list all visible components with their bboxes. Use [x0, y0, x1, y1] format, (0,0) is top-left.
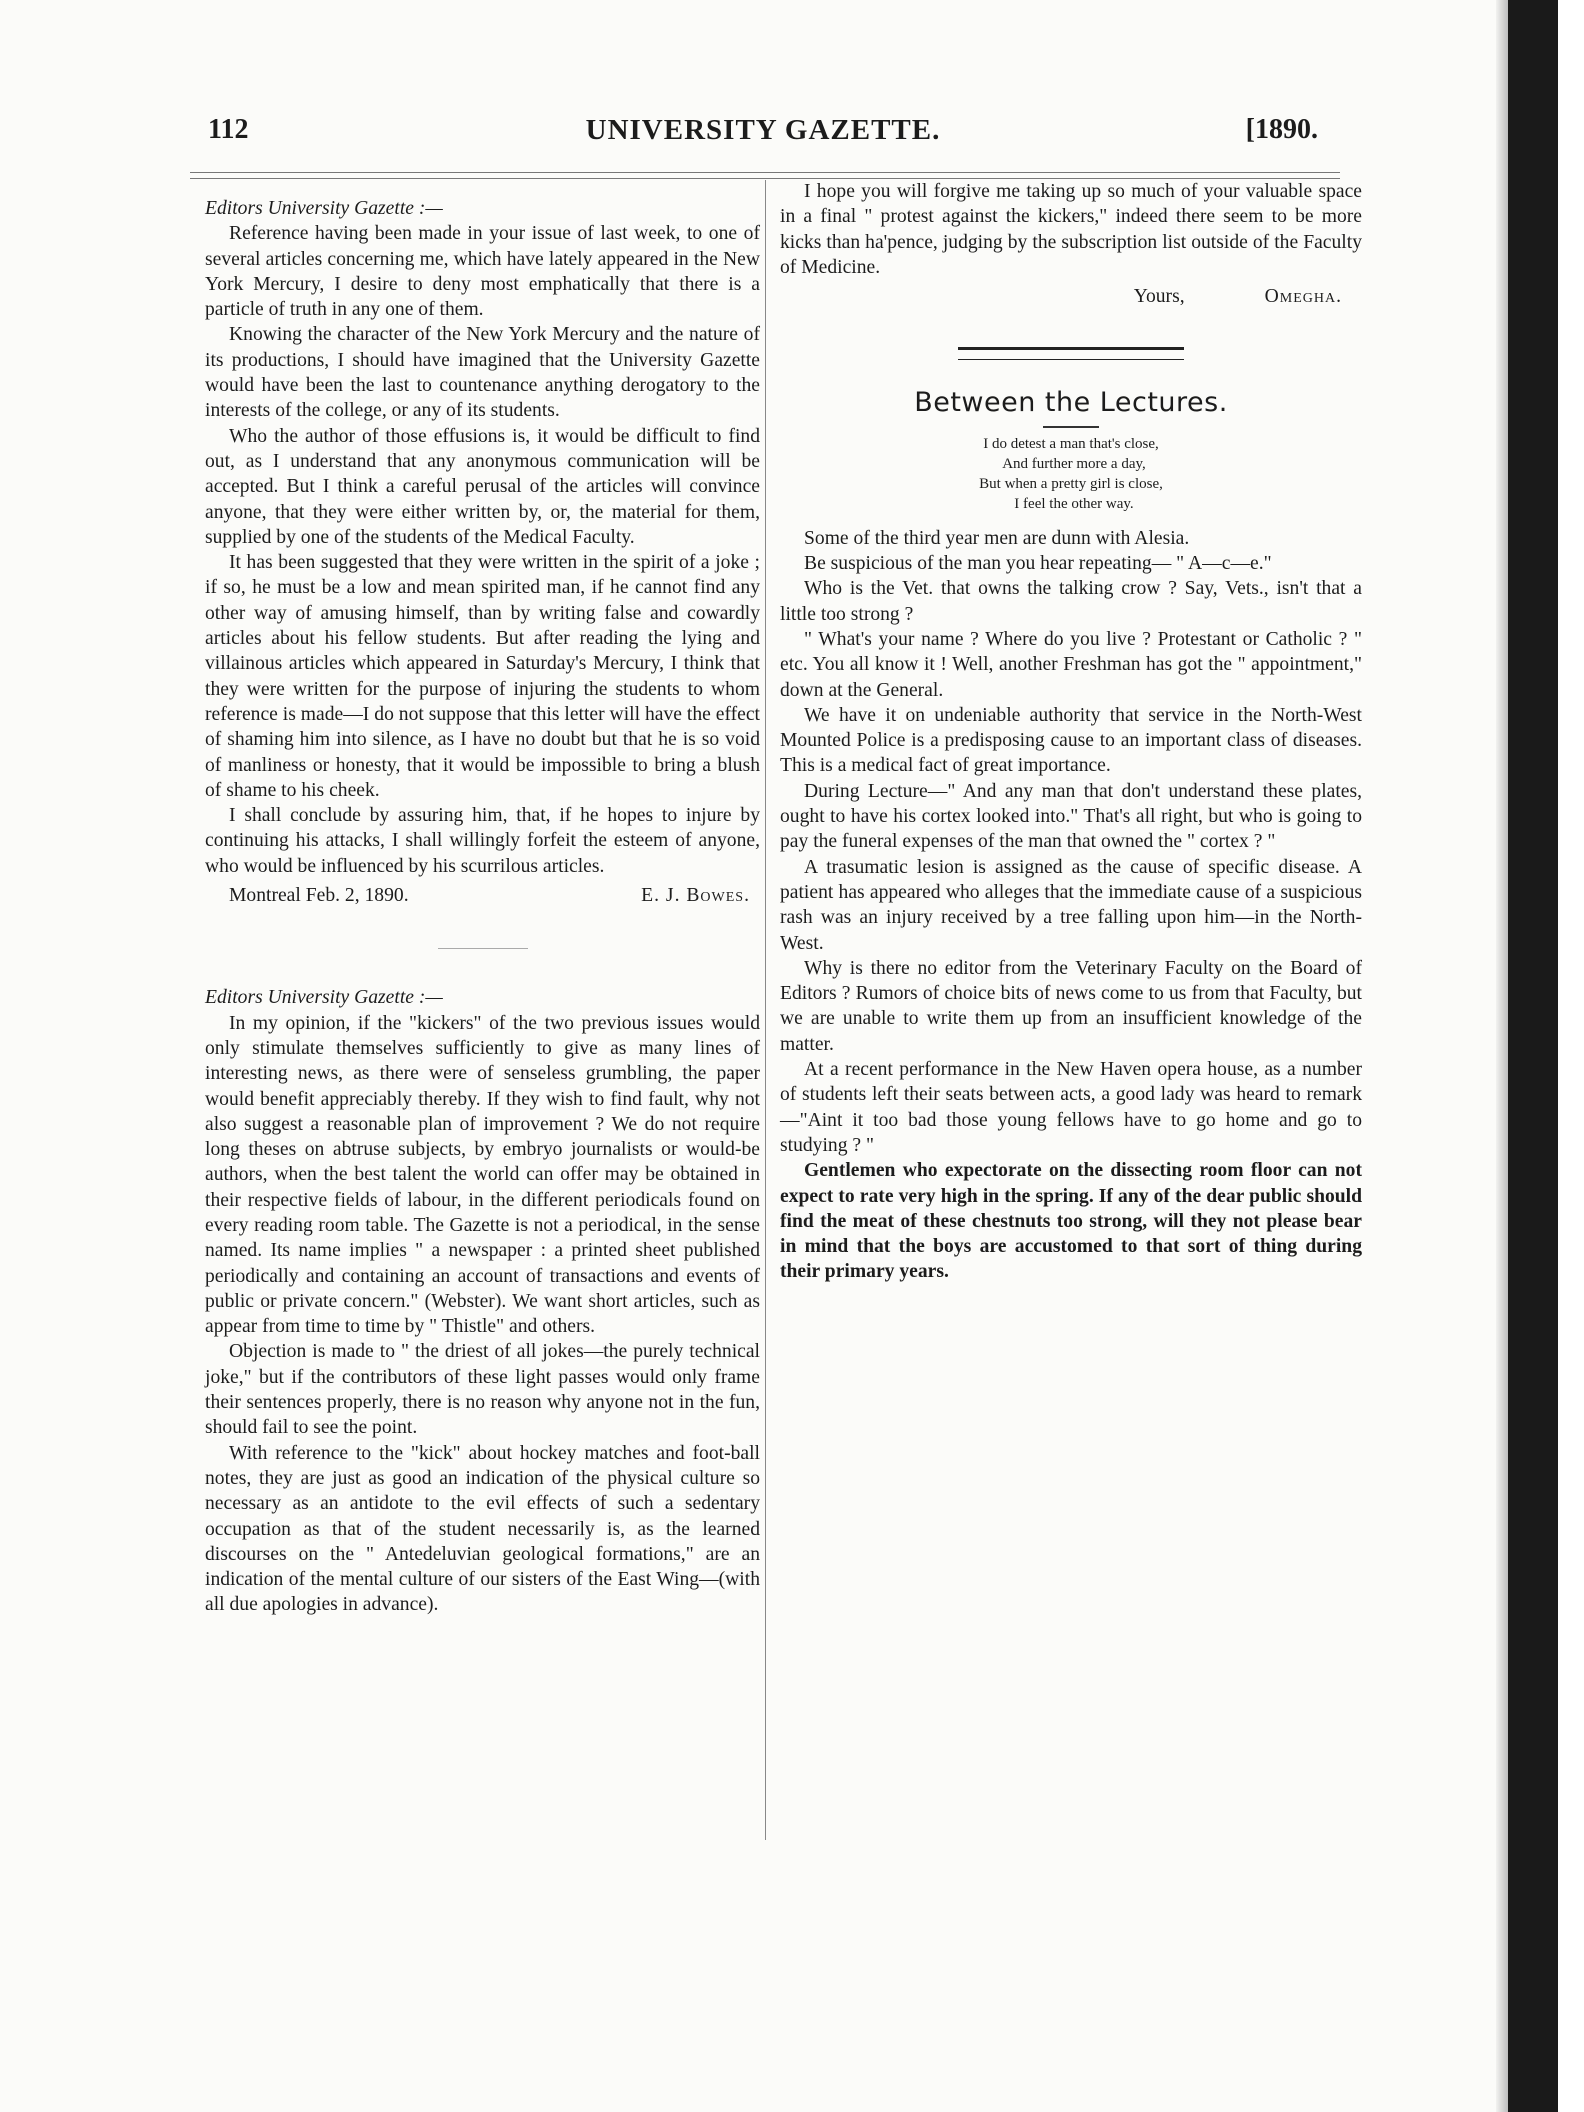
letter-paragraph: Objection is made to " the driest of all jokes—the purely technical joke," but if the contributors of these light passes would only frame their sentences properly, there is no reason why anyone not in the fun, should fail to see the point. [205, 1341, 760, 1439]
letter-separator [438, 948, 528, 949]
letter-bowes [205, 196, 760, 908]
verse-line: I feel the other way. [1014, 495, 1134, 512]
letter-salutation: Editors University Gazette :— [205, 987, 443, 1009]
letter-paragraph: Knowing the character of the New York Mercury and the nature of its productions, I should have imagined that the University Gazette would have been the last to countenance anything derogatory to the interests of the college, or any of its students. [205, 324, 760, 422]
news-item: Gentlemen who expectorate on the dissecting room floor can not expect to rate very high in the spring. If any of the dear public should find the meat of these chestnuts too strong, will they not please bear in mind that the boys are accustomed to that sort of thing during their primary years. [780, 1160, 1362, 1283]
letter-paragraph: In my opinion, if the "kickers" of the two previous issues would only stimulate themselves sufficiently to give as many lines of interesting news, as there were of senseless grumbling, the paper would benefit appreciably thereby. If they wish to find fault, why not also suggest a reasonable plan of improvement ? We do not require long theses on abtruse subjects, by embryo journalists or would-be authors, when the best talent the world can offer may be obtained in their respective fields of labour, in the different periodicals found on every reading room table. The Gazette is not a periodical, in the sense named. Its name implies " a newspaper : a printed sheet published periodically and containing an account of transactions and events of public or private concern." (Webster). We want short articles, such as appear from time to time by " Thistle" and others. [205, 1012, 760, 1338]
page-number: 112 [208, 114, 249, 145]
letter-omegha [205, 985, 760, 1617]
letter-paragraph: I hope you will forgive me taking up so much of your valuable space in a final " protest against the kickers," indeed there seem to be more kicks than ha'pence, judging by the subscription list outside of the Faculty of Medicine. [780, 181, 1362, 278]
news-item: During Lecture—" And any man that don't understand these plates, ought to have his cortex looked into." That's all right, but who is going to pay the funeral expenses of the man that owned the " cortex ? " [780, 780, 1362, 853]
news-item: A trasumatic lesion is assigned as the cause of specific disease. A patient has appeared who alleges that the immediate cause of a suspicious rash was an injury received by a tree falling upon him—in the North-West. [780, 856, 1362, 954]
page-year: [1890. [1245, 114, 1318, 145]
book-binding-edge [1508, 0, 1558, 2112]
column-divider [765, 180, 766, 1840]
section-rule [958, 347, 1184, 360]
right-column [780, 179, 1362, 1285]
closing-word: Yours, [1133, 286, 1185, 308]
letter-closing [780, 284, 1362, 309]
letter-paragraph: Who the author of those effusions is, it would be difficult to find out, as I understand that any anonymous communication will be accepted. But I think a careful perusal of the articles will convince anyone, that they were either written by, or, the material for them, supplied by one of the students of the Medical Faculty. [205, 425, 760, 548]
header-rule [190, 172, 1340, 179]
news-item: Why is there no editor from the Veterinary Faculty on the Board of Editors ? Rumors of choice bits of news come to us from that Faculty, but we are unable to write them up from an insufficient knowledge of the matter. [780, 957, 1362, 1055]
verse-line: But when a pretty girl is close, [979, 475, 1163, 492]
page-title: UNIVERSITY GAZETTE. [585, 114, 941, 146]
letter-paragraph: It has been suggested that they were written in the spirit of a joke ; if so, he must be a low and mean spirited man, if he cannot find any other way of amusing himself, than by writing false and cowardly articles about his fellow students. But after reading the lying and villainous articles which appeared in Saturday's Mercury, I think that they were written for the purpose of injuring the students to whom reference is made—I do not suppose that this letter will have the effect of shaming him into silence, as I have no doubt but that he is so void of manliness or honesty, that it would be impossible to bring a blush of shame to his cheek. [205, 552, 760, 801]
signature: Omegha. [1264, 286, 1342, 308]
signature: E. J. Bowes. [641, 885, 750, 907]
news-item: Who is the Vet. that owns the talking crow ? Say, Vets., isn't that a little too strong ? [780, 578, 1362, 625]
running-head [208, 114, 1318, 154]
letter-paragraph: With reference to the "kick" about hockey matches and foot-ball notes, they are just as good an indication of the physical culture so necessary as an antidote to the evil effects of such a sedentary occupation as that of the student necessarily is, as the learned discourses on the " Antedeluvian geological formations," are an indication of the mental culture of our sisters of the East Wing—(with all due apologies in advance). [205, 1442, 760, 1616]
news-item: " What's your name ? Where do you live ? Protestant or Catholic ? " etc. You all know it ! Well, another Freshman has got the " appointment," down at the General. [780, 628, 1362, 701]
title-dash [1043, 426, 1099, 428]
letter-salutation: Editors University Gazette :— [205, 198, 443, 219]
verse-line: I do detest a man that's close, [983, 435, 1159, 452]
letter-paragraph: Reference having been made in your issue of last week, to one of several articles concerning me, which have lately appeared in the New York Mercury, I desire to deny most emphatically that there is a particle of truth in any one of them. [205, 223, 760, 321]
section-title: Between the Lectures. [914, 387, 1228, 419]
verse-line: And further more a day, [1002, 455, 1146, 472]
page-edge-shadow [1496, 0, 1508, 2112]
news-item: We have it on undeniable authority that service in the North-West Mounted Police is a predisposing cause to an important class of diseases. This is a medical fact of great importance. [780, 704, 1362, 777]
news-item: At a recent performance in the New Haven opera house, as a number of students left their seats between acts, a good lady was heard to remark—"Aint it too bad those young fellows have to go home and go to studying ? " [780, 1059, 1362, 1156]
left-column [205, 196, 760, 1618]
news-item: Be suspicious of the man you hear repeating— " A—c—e." [804, 553, 1272, 575]
news-item: Some of the third year men are dunn with Alesia. [804, 527, 1190, 549]
letter-signoff [205, 883, 760, 908]
verse [780, 434, 1362, 514]
letter-paragraph: I shall conclude by assuring him, that, if he hopes to injure by continuing his attacks, I shall willingly forfeit the esteem of anyone, who would be influenced by his scurrilous articles. [205, 805, 760, 877]
place-date: Montreal Feb. 2, 1890. [229, 885, 409, 907]
